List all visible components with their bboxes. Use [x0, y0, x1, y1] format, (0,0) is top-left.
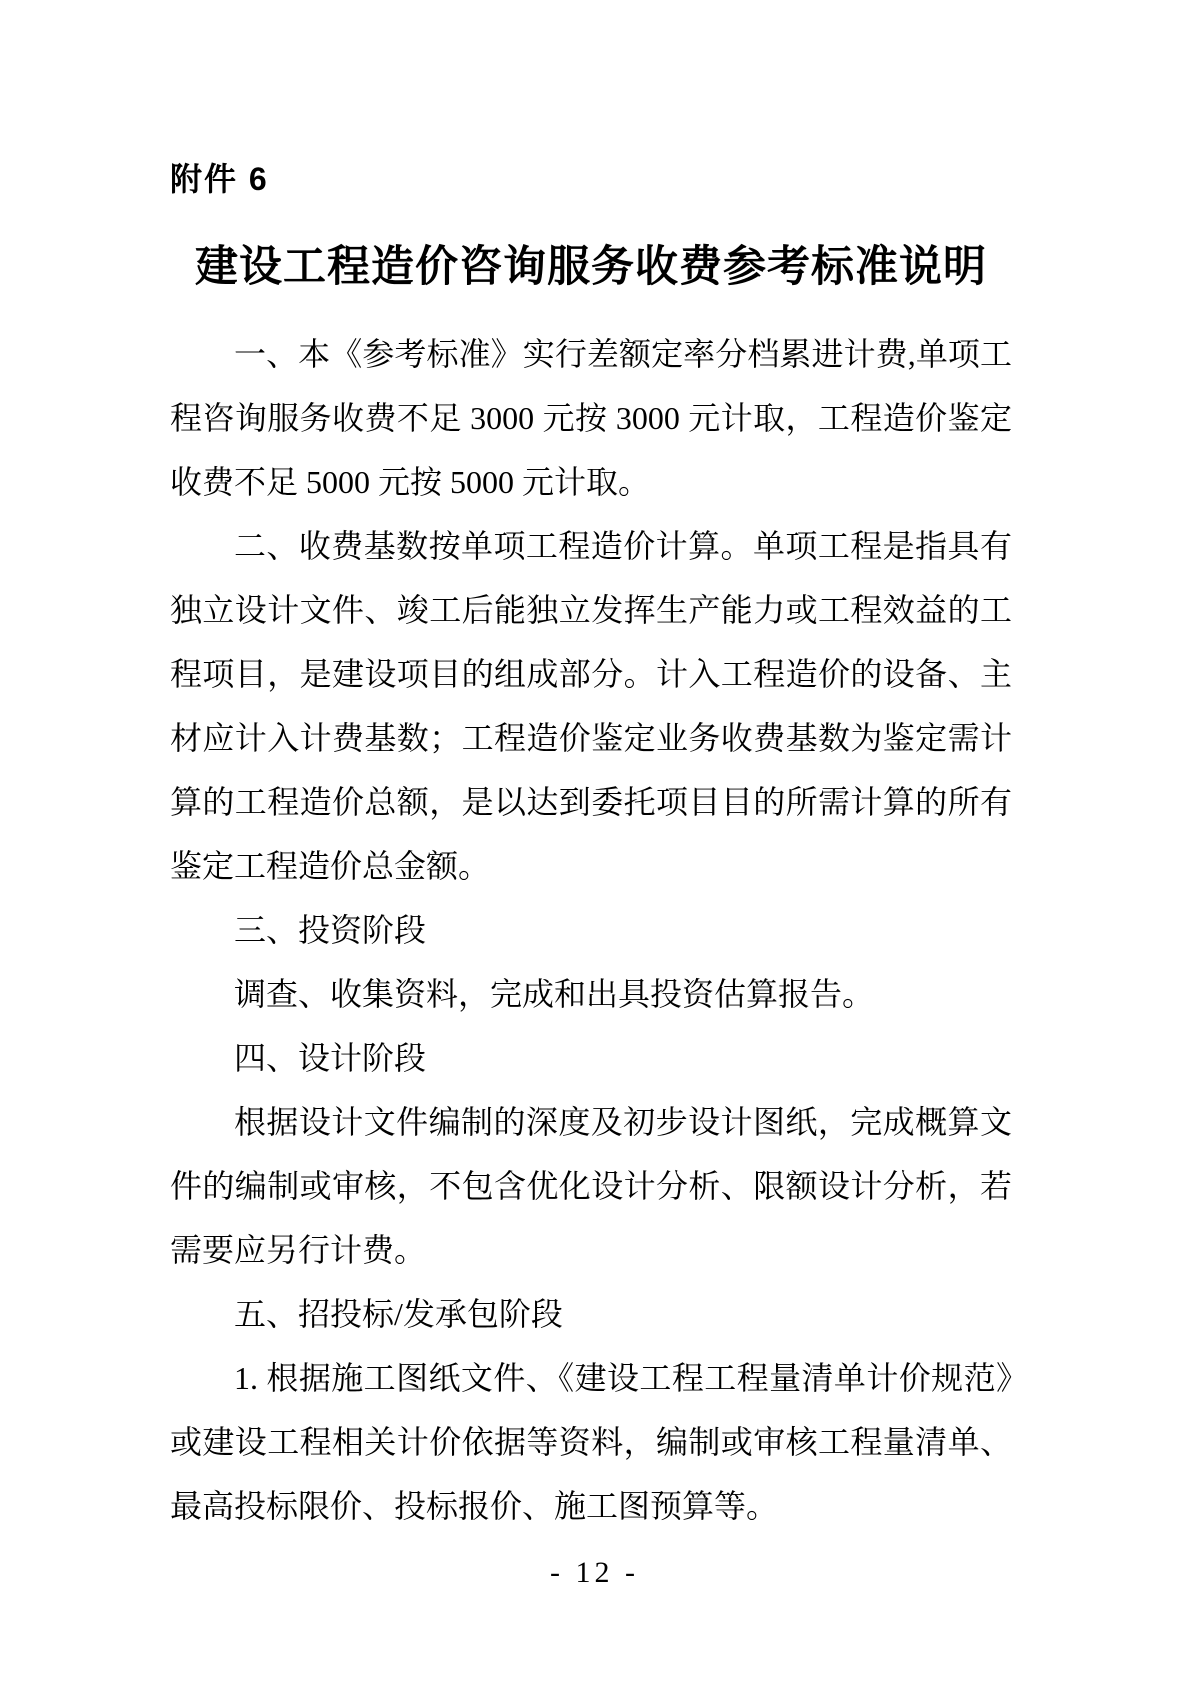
paragraph-8: 1. 根据施工图纸文件、《建设工程工程量清单计价规范》或建设工程相关计价依据等资料，编制或审核工程量清单、最高投标限价、投标报价、施工图预算等。 [170, 1359, 1012, 1524]
section-heading-3: 三、投资阶段 [234, 911, 427, 948]
page-title: 建设工程造价咨询服务收费参考标准说明 [195, 243, 987, 292]
page-number: - 12 - [550, 1556, 639, 1589]
attachment-label: 附件 6 [170, 161, 269, 197]
document-content [170, 160, 1012, 1538]
paragraph-2: 二、收费基数按单项工程造价计算。单项工程是指具有独立设计文件、竣工后能独立发挥生产能力或工程效益的工程项目，是建设项目的组成部分。计入工程造价的设备、主材应计入计费基数；工程造价鉴定业务收费基数为鉴定需计算的工程造价总额，是以达到委托项目目的所需计算的所有鉴定工程造价总金额。 [170, 527, 1012, 884]
paragraph-1: 一、本《参考标准》实行差额定率分档累进计费,单项工程咨询服务收费不足 3000 元按 3000 元计取，工程造价鉴定收费不足 5000 元按 5000 元计取。 [170, 335, 1012, 500]
paragraph-6: 根据设计文件编制的深度及初步设计图纸，完成概算文件的编制或审核，不包含优化设计分析、限额设计分析，若需要应另行计费。 [170, 1103, 1012, 1268]
document-body [170, 322, 1012, 1538]
paragraph-4: 调查、收集资料，完成和出具投资估算报告。 [234, 975, 875, 1012]
section-heading-5: 四、设计阶段 [234, 1039, 427, 1076]
section-heading-7: 五、招投标/发承包阶段 [234, 1295, 563, 1332]
